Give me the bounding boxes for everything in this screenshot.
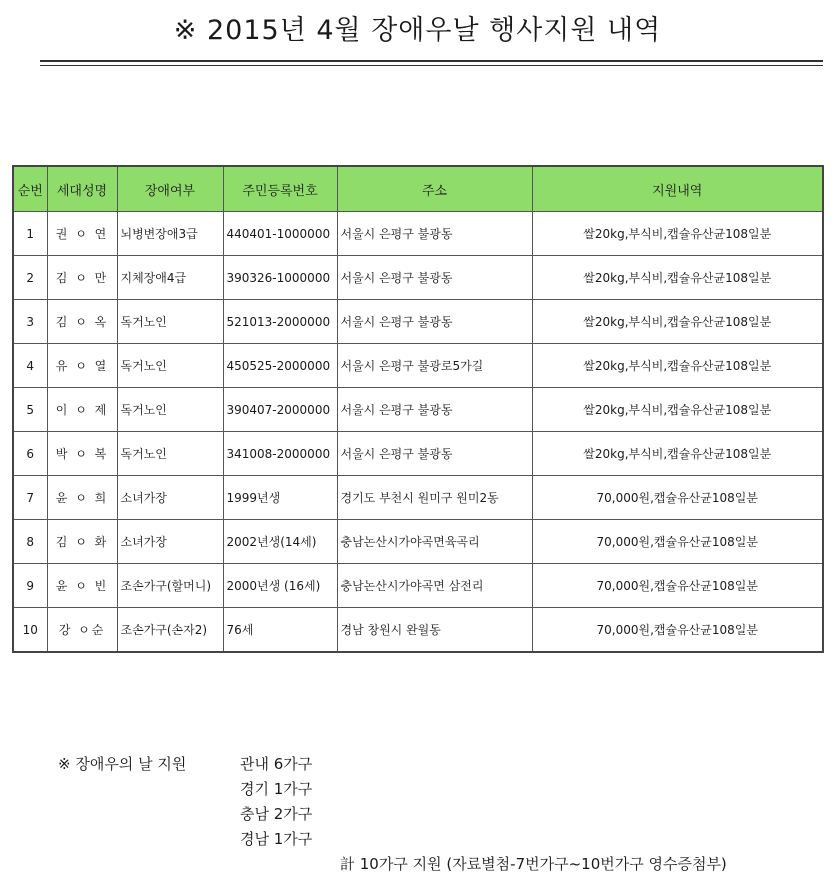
cell-support: 70,000원,캡슐유산균108일분 xyxy=(532,564,823,608)
cell-support: 70,000원,캡슐유산균108일분 xyxy=(532,476,823,520)
cell-disability: 조손가구(손자2) xyxy=(117,608,223,653)
cell-name: 윤 ㅇ 희 xyxy=(47,476,117,520)
cell-disability: 뇌병변장애3급 xyxy=(117,212,223,256)
cell-id-number: 341008-2000000 xyxy=(223,432,337,476)
cell-id-number: 440401-1000000 xyxy=(223,212,337,256)
table-row xyxy=(13,564,823,608)
cell-disability: 독거노인 xyxy=(117,388,223,432)
header-name: 세대성명 xyxy=(47,166,117,212)
cell-support: 쌀20kg,부식비,캡슐유산균108일분 xyxy=(532,300,823,344)
header-id-number: 주민등록번호 xyxy=(223,166,337,212)
summary-item: 관내 6가구 xyxy=(240,755,313,773)
summary-item: 경기 1가구 xyxy=(240,780,313,798)
cell-support: 70,000원,캡슐유산균108일분 xyxy=(532,608,823,653)
cell-address: 서울시 은평구 불광동 xyxy=(337,212,532,256)
cell-no: 7 xyxy=(13,476,47,520)
table-row xyxy=(13,256,823,300)
support-table xyxy=(12,165,824,653)
summary-total: 計 10가구 지원 (자료별첨-7번가구~10번가구 영수증첨부) xyxy=(340,855,727,873)
cell-address: 서울시 은평구 불광로5가길 xyxy=(337,344,532,388)
cell-address: 서울시 은평구 불광동 xyxy=(337,388,532,432)
cell-no: 5 xyxy=(13,388,47,432)
cell-name: 윤 ㅇ 빈 xyxy=(47,564,117,608)
table-row xyxy=(13,476,823,520)
cell-support: 쌀20kg,부식비,캡슐유산균108일분 xyxy=(532,432,823,476)
cell-name: 김 ㅇ 옥 xyxy=(47,300,117,344)
cell-id-number: 76세 xyxy=(223,608,337,653)
cell-address: 충남논산시가야곡면 삼전리 xyxy=(337,564,532,608)
table-row xyxy=(13,432,823,476)
cell-disability: 지체장애4급 xyxy=(117,256,223,300)
cell-address: 경기도 부천시 원미구 원미2동 xyxy=(337,476,532,520)
cell-name: 김 ㅇ 화 xyxy=(47,520,117,564)
cell-support: 쌀20kg,부식비,캡슐유산균108일분 xyxy=(532,344,823,388)
cell-name: 박 ㅇ 복 xyxy=(47,432,117,476)
cell-support: 쌀20kg,부식비,캡슐유산균108일분 xyxy=(532,388,823,432)
cell-id-number: 521013-2000000 xyxy=(223,300,337,344)
cell-disability: 조손가구(할머니) xyxy=(117,564,223,608)
table-row xyxy=(13,300,823,344)
cell-no: 8 xyxy=(13,520,47,564)
cell-no: 10 xyxy=(13,608,47,653)
cell-address: 서울시 은평구 불광동 xyxy=(337,300,532,344)
cell-disability: 독거노인 xyxy=(117,300,223,344)
cell-id-number: 450525-2000000 xyxy=(223,344,337,388)
cell-no: 1 xyxy=(13,212,47,256)
summary-item: 경남 1가구 xyxy=(240,830,313,848)
cell-disability: 소녀가장 xyxy=(117,476,223,520)
cell-disability: 소녀가장 xyxy=(117,520,223,564)
title-rule-thin xyxy=(40,65,823,66)
header-support: 지원내역 xyxy=(532,166,823,212)
cell-address: 충남논산시가야곡면육곡리 xyxy=(337,520,532,564)
cell-support: 70,000원,캡슐유산균108일분 xyxy=(532,520,823,564)
title-rule-thick xyxy=(40,60,823,62)
cell-name: 김 ㅇ 만 xyxy=(47,256,117,300)
cell-no: 4 xyxy=(13,344,47,388)
cell-id-number: 1999년생 xyxy=(223,476,337,520)
cell-address: 서울시 은평구 불광동 xyxy=(337,432,532,476)
table-row xyxy=(13,212,823,256)
table-row xyxy=(13,388,823,432)
table-row xyxy=(13,520,823,564)
summary-item: 충남 2가구 xyxy=(240,805,313,823)
cell-id-number: 390407-2000000 xyxy=(223,388,337,432)
cell-disability: 독거노인 xyxy=(117,344,223,388)
cell-support: 쌀20kg,부식비,캡슐유산균108일분 xyxy=(532,212,823,256)
summary-label: ※ 장애우의 날 지원 xyxy=(58,755,187,773)
cell-support: 쌀20kg,부식비,캡슐유산균108일분 xyxy=(532,256,823,300)
cell-name: 유 ㅇ 열 xyxy=(47,344,117,388)
header-no: 순번 xyxy=(13,166,47,212)
cell-no: 2 xyxy=(13,256,47,300)
cell-no: 3 xyxy=(13,300,47,344)
page-title: ※ 2015년 4월 장애우날 행사지원 내역 xyxy=(173,15,662,46)
cell-name: 이 ㅇ 제 xyxy=(47,388,117,432)
table-row xyxy=(13,344,823,388)
table-header-row xyxy=(13,166,823,212)
cell-address: 경남 창원시 완월동 xyxy=(337,608,532,653)
cell-id-number: 2002년생(14세) xyxy=(223,520,337,564)
header-disability: 장애여부 xyxy=(117,166,223,212)
header-address: 주소 xyxy=(337,166,532,212)
cell-id-number: 390326-1000000 xyxy=(223,256,337,300)
cell-no: 9 xyxy=(13,564,47,608)
cell-no: 6 xyxy=(13,432,47,476)
cell-address: 서울시 은평구 불광동 xyxy=(337,256,532,300)
table-row xyxy=(13,608,823,653)
cell-disability: 독거노인 xyxy=(117,432,223,476)
cell-id-number: 2000년생 (16세) xyxy=(223,564,337,608)
cell-name: 권 ㅇ 연 xyxy=(47,212,117,256)
cell-name: 강 ㅇ순 xyxy=(47,608,117,653)
